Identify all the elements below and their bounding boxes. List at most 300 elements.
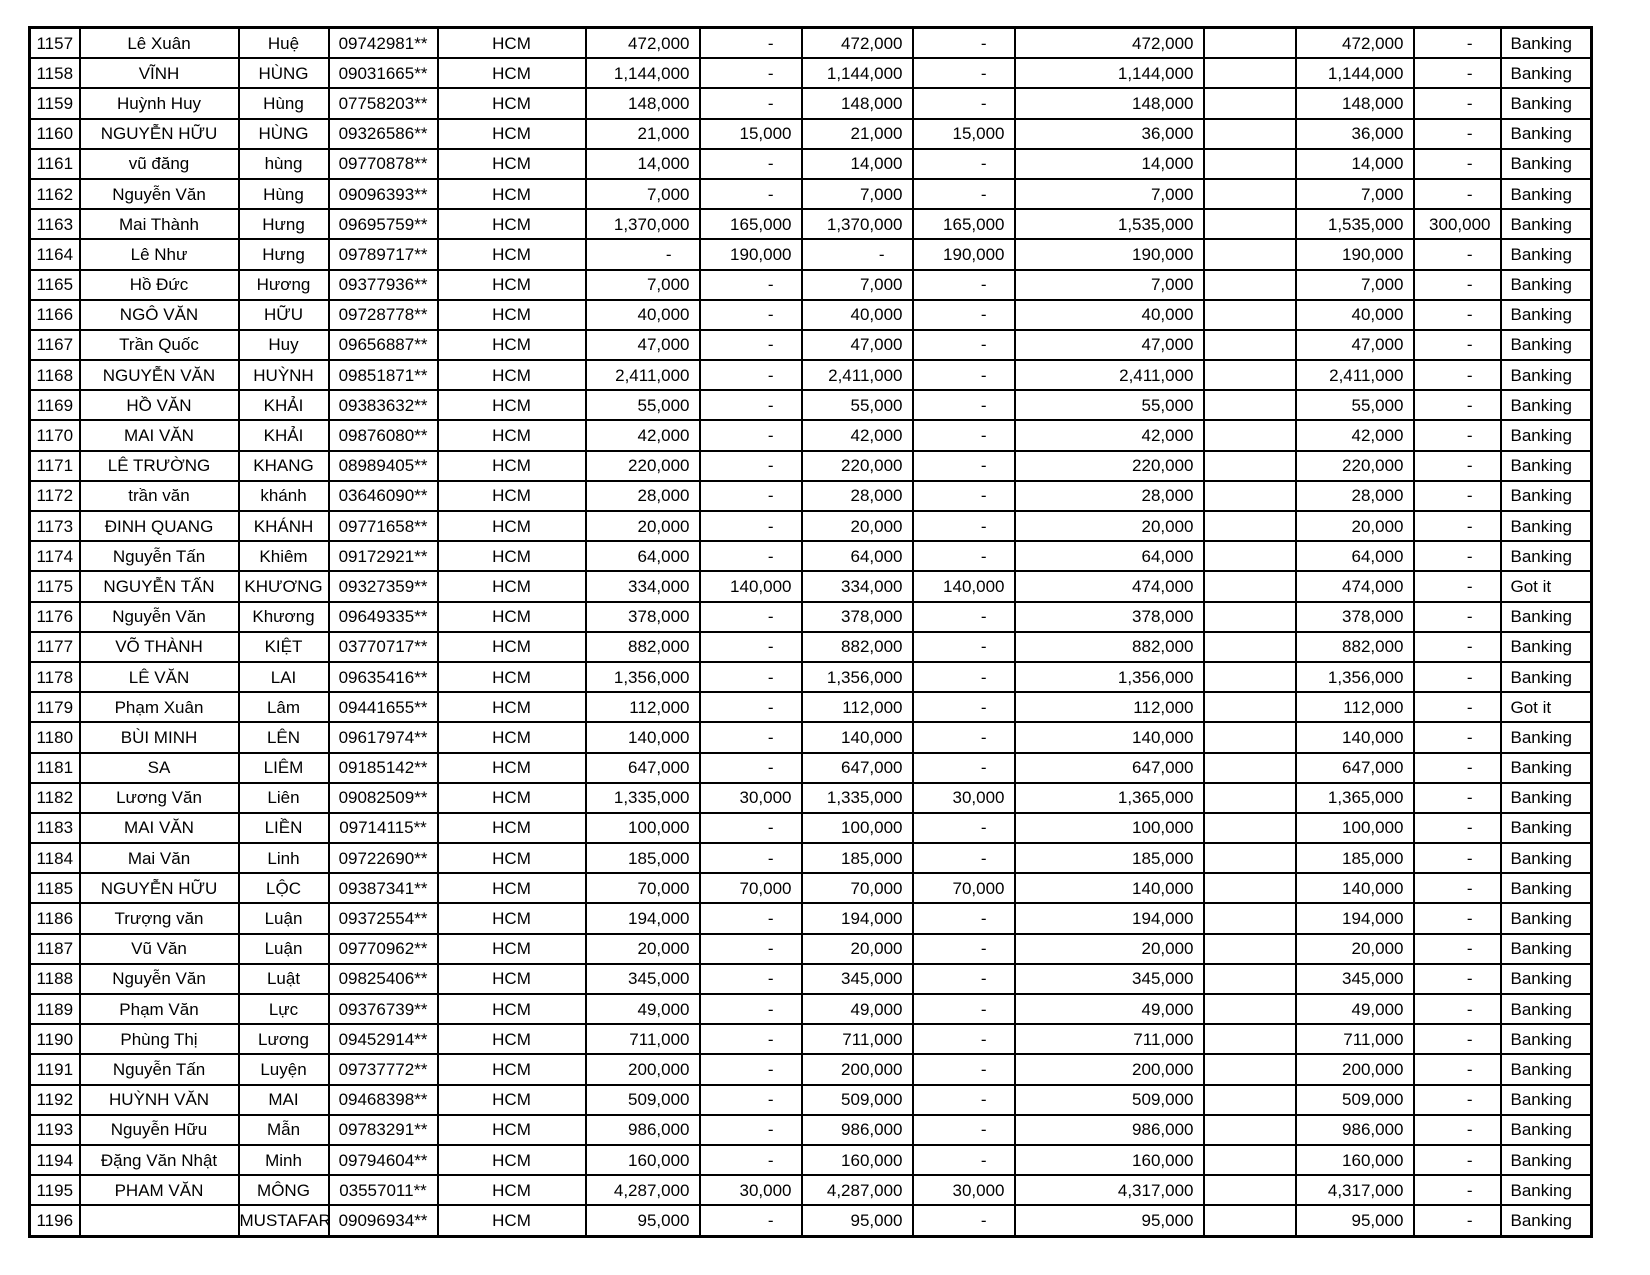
cell-amount-2[interactable]: - — [700, 270, 802, 300]
cell-amount-2[interactable]: 30,000 — [700, 1175, 802, 1205]
cell-amount-2[interactable]: - — [700, 360, 802, 390]
cell-amount-2[interactable]: - — [700, 511, 802, 541]
cell-blank[interactable] — [1204, 964, 1296, 994]
cell-amount-5[interactable]: 509,000 — [1015, 1085, 1204, 1115]
cell-blank[interactable] — [1204, 994, 1296, 1024]
cell-city[interactable]: HCM — [438, 390, 586, 420]
cell-status[interactable]: Banking — [1501, 753, 1592, 783]
cell-amount-4[interactable]: - — [913, 541, 1015, 571]
cell-status[interactable]: Banking — [1501, 270, 1592, 300]
cell-amount-3[interactable]: 47,000 — [802, 330, 913, 360]
cell-city[interactable]: HCM — [438, 300, 586, 330]
cell-city[interactable]: HCM — [438, 903, 586, 933]
cell-amount-7[interactable]: - — [1414, 602, 1501, 632]
cell-blank[interactable] — [1204, 28, 1296, 59]
cell-row-id[interactable]: 1196 — [30, 1205, 80, 1236]
cell-blank[interactable] — [1204, 541, 1296, 571]
cell-amount-3[interactable]: 647,000 — [802, 753, 913, 783]
cell-amount-7[interactable]: - — [1414, 1054, 1501, 1084]
cell-amount-2[interactable]: 30,000 — [700, 783, 802, 813]
cell-amount-7[interactable]: - — [1414, 813, 1501, 843]
cell-row-id[interactable]: 1170 — [30, 420, 80, 450]
cell-row-id[interactable]: 1190 — [30, 1024, 80, 1054]
cell-amount-6[interactable]: 2,411,000 — [1296, 360, 1414, 390]
cell-amount-2[interactable]: - — [700, 420, 802, 450]
cell-amount-6[interactable]: 42,000 — [1296, 420, 1414, 450]
cell-amount-5[interactable]: 160,000 — [1015, 1145, 1204, 1175]
cell-amount-1[interactable]: 20,000 — [586, 511, 700, 541]
cell-last-name[interactable]: hùng — [239, 149, 329, 179]
cell-last-name[interactable]: HUỲNH — [239, 360, 329, 390]
cell-amount-6[interactable]: 882,000 — [1296, 632, 1414, 662]
cell-blank[interactable] — [1204, 692, 1296, 722]
cell-amount-1[interactable]: 49,000 — [586, 994, 700, 1024]
cell-status[interactable]: Banking — [1501, 451, 1592, 481]
cell-amount-1[interactable]: 28,000 — [586, 481, 700, 511]
cell-amount-4[interactable]: - — [913, 843, 1015, 873]
cell-status[interactable]: Banking — [1501, 602, 1592, 632]
cell-amount-1[interactable]: 140,000 — [586, 722, 700, 752]
cell-last-name[interactable]: Hùng — [239, 88, 329, 118]
cell-amount-4[interactable]: - — [913, 1145, 1015, 1175]
cell-phone[interactable]: 09722690** — [329, 843, 438, 873]
cell-row-id[interactable]: 1178 — [30, 662, 80, 692]
cell-blank[interactable] — [1204, 1024, 1296, 1054]
cell-amount-1[interactable]: 378,000 — [586, 602, 700, 632]
cell-amount-7[interactable]: - — [1414, 330, 1501, 360]
cell-amount-7[interactable]: - — [1414, 390, 1501, 420]
cell-first-name[interactable]: LÊ TRƯỜNG — [80, 451, 239, 481]
cell-amount-5[interactable]: 7,000 — [1015, 179, 1204, 209]
cell-amount-4[interactable]: - — [913, 903, 1015, 933]
cell-row-id[interactable]: 1158 — [30, 58, 80, 88]
cell-amount-1[interactable]: 1,144,000 — [586, 58, 700, 88]
cell-amount-1[interactable]: 220,000 — [586, 451, 700, 481]
cell-city[interactable]: HCM — [438, 481, 586, 511]
cell-amount-3[interactable]: 28,000 — [802, 481, 913, 511]
cell-last-name[interactable]: Mẫn — [239, 1115, 329, 1145]
cell-amount-3[interactable]: 2,411,000 — [802, 360, 913, 390]
cell-first-name[interactable]: Nguyễn Tấn — [80, 1054, 239, 1084]
cell-amount-5[interactable]: 49,000 — [1015, 994, 1204, 1024]
cell-first-name[interactable]: Nguyễn Văn — [80, 964, 239, 994]
cell-amount-5[interactable]: 40,000 — [1015, 300, 1204, 330]
cell-amount-2[interactable]: - — [700, 1085, 802, 1115]
cell-amount-6[interactable]: 474,000 — [1296, 571, 1414, 601]
cell-amount-6[interactable]: 148,000 — [1296, 88, 1414, 118]
cell-amount-2[interactable]: - — [700, 179, 802, 209]
cell-status[interactable]: Banking — [1501, 964, 1592, 994]
cell-amount-5[interactable]: 1,535,000 — [1015, 209, 1204, 239]
cell-row-id[interactable]: 1165 — [30, 270, 80, 300]
cell-city[interactable]: HCM — [438, 88, 586, 118]
cell-amount-6[interactable]: 986,000 — [1296, 1115, 1414, 1145]
cell-amount-1[interactable]: 882,000 — [586, 632, 700, 662]
cell-phone[interactable]: 09789717** — [329, 239, 438, 269]
cell-first-name[interactable]: Nguyễn Văn — [80, 179, 239, 209]
cell-status[interactable]: Banking — [1501, 934, 1592, 964]
cell-blank[interactable] — [1204, 662, 1296, 692]
cell-amount-6[interactable]: 14,000 — [1296, 149, 1414, 179]
cell-amount-6[interactable]: 185,000 — [1296, 843, 1414, 873]
cell-amount-5[interactable]: 711,000 — [1015, 1024, 1204, 1054]
cell-amount-7[interactable]: - — [1414, 451, 1501, 481]
cell-amount-6[interactable]: 711,000 — [1296, 1024, 1414, 1054]
cell-amount-1[interactable]: 70,000 — [586, 873, 700, 903]
cell-amount-6[interactable]: 20,000 — [1296, 511, 1414, 541]
cell-city[interactable]: HCM — [438, 571, 586, 601]
cell-row-id[interactable]: 1173 — [30, 511, 80, 541]
cell-row-id[interactable]: 1171 — [30, 451, 80, 481]
cell-row-id[interactable]: 1187 — [30, 934, 80, 964]
cell-amount-2[interactable]: 165,000 — [700, 209, 802, 239]
cell-first-name[interactable]: Trượng văn — [80, 903, 239, 933]
cell-phone[interactable]: 09770878** — [329, 149, 438, 179]
cell-row-id[interactable]: 1169 — [30, 390, 80, 420]
cell-status[interactable]: Banking — [1501, 873, 1592, 903]
cell-amount-7[interactable]: - — [1414, 420, 1501, 450]
cell-amount-1[interactable]: 200,000 — [586, 1054, 700, 1084]
cell-status[interactable]: Banking — [1501, 1054, 1592, 1084]
cell-amount-2[interactable]: - — [700, 541, 802, 571]
cell-first-name[interactable]: LÊ VĂN — [80, 662, 239, 692]
cell-amount-3[interactable]: 472,000 — [802, 28, 913, 59]
cell-phone[interactable]: 03557011** — [329, 1175, 438, 1205]
cell-city[interactable]: HCM — [438, 753, 586, 783]
cell-amount-2[interactable]: - — [700, 964, 802, 994]
cell-amount-5[interactable]: 100,000 — [1015, 813, 1204, 843]
cell-last-name[interactable]: Lâm — [239, 692, 329, 722]
cell-blank[interactable] — [1204, 934, 1296, 964]
cell-phone[interactable]: 09737772** — [329, 1054, 438, 1084]
cell-amount-6[interactable]: 100,000 — [1296, 813, 1414, 843]
cell-amount-5[interactable]: 95,000 — [1015, 1205, 1204, 1236]
cell-status[interactable]: Banking — [1501, 1085, 1592, 1115]
cell-amount-5[interactable]: 36,000 — [1015, 119, 1204, 149]
cell-amount-4[interactable]: - — [913, 451, 1015, 481]
cell-first-name[interactable]: Phùng Thị — [80, 1024, 239, 1054]
cell-amount-2[interactable]: - — [700, 632, 802, 662]
cell-status[interactable]: Banking — [1501, 330, 1592, 360]
cell-blank[interactable] — [1204, 602, 1296, 632]
cell-first-name[interactable]: Mai Văn — [80, 843, 239, 873]
cell-row-id[interactable]: 1184 — [30, 843, 80, 873]
cell-city[interactable]: HCM — [438, 149, 586, 179]
cell-last-name[interactable]: LIÊM — [239, 753, 329, 783]
cell-amount-1[interactable]: 1,370,000 — [586, 209, 700, 239]
cell-amount-3[interactable]: 200,000 — [802, 1054, 913, 1084]
cell-amount-3[interactable]: 378,000 — [802, 602, 913, 632]
cell-first-name[interactable] — [80, 1205, 239, 1236]
cell-row-id[interactable]: 1164 — [30, 239, 80, 269]
cell-status[interactable]: Banking — [1501, 481, 1592, 511]
cell-amount-6[interactable]: 190,000 — [1296, 239, 1414, 269]
cell-last-name[interactable]: MAI — [239, 1085, 329, 1115]
cell-phone[interactable]: 08989405** — [329, 451, 438, 481]
cell-blank[interactable] — [1204, 360, 1296, 390]
cell-status[interactable]: Banking — [1501, 1175, 1592, 1205]
cell-amount-5[interactable]: 140,000 — [1015, 722, 1204, 752]
cell-amount-5[interactable]: 42,000 — [1015, 420, 1204, 450]
cell-amount-4[interactable]: - — [913, 511, 1015, 541]
cell-amount-7[interactable]: - — [1414, 843, 1501, 873]
cell-amount-1[interactable]: - — [586, 239, 700, 269]
cell-row-id[interactable]: 1161 — [30, 149, 80, 179]
cell-blank[interactable] — [1204, 1054, 1296, 1084]
cell-amount-7[interactable]: - — [1414, 873, 1501, 903]
cell-last-name[interactable]: HÙNG — [239, 58, 329, 88]
cell-city[interactable]: HCM — [438, 602, 586, 632]
cell-phone[interactable]: 09468398** — [329, 1085, 438, 1115]
cell-first-name[interactable]: Phạm Xuân — [80, 692, 239, 722]
cell-status[interactable]: Banking — [1501, 149, 1592, 179]
cell-amount-3[interactable]: 194,000 — [802, 903, 913, 933]
cell-row-id[interactable]: 1167 — [30, 330, 80, 360]
cell-phone[interactable]: 09082509** — [329, 783, 438, 813]
cell-last-name[interactable]: khánh — [239, 481, 329, 511]
cell-row-id[interactable]: 1162 — [30, 179, 80, 209]
cell-last-name[interactable]: Luyện — [239, 1054, 329, 1084]
cell-first-name[interactable]: vũ đăng — [80, 149, 239, 179]
cell-amount-5[interactable]: 148,000 — [1015, 88, 1204, 118]
cell-status[interactable]: Got it — [1501, 692, 1592, 722]
cell-amount-2[interactable]: - — [700, 813, 802, 843]
cell-amount-6[interactable]: 160,000 — [1296, 1145, 1414, 1175]
cell-city[interactable]: HCM — [438, 58, 586, 88]
cell-first-name[interactable]: Nguyễn Hữu — [80, 1115, 239, 1145]
cell-status[interactable]: Banking — [1501, 420, 1592, 450]
cell-status[interactable]: Banking — [1501, 390, 1592, 420]
cell-amount-1[interactable]: 148,000 — [586, 88, 700, 118]
cell-amount-3[interactable]: 140,000 — [802, 722, 913, 752]
cell-phone[interactable]: 09635416** — [329, 662, 438, 692]
cell-amount-2[interactable]: - — [700, 300, 802, 330]
cell-amount-4[interactable]: - — [913, 330, 1015, 360]
cell-amount-7[interactable]: - — [1414, 994, 1501, 1024]
cell-first-name[interactable]: SA — [80, 753, 239, 783]
cell-blank[interactable] — [1204, 149, 1296, 179]
cell-status[interactable]: Banking — [1501, 1115, 1592, 1145]
cell-first-name[interactable]: NGÔ VĂN — [80, 300, 239, 330]
cell-blank[interactable] — [1204, 119, 1296, 149]
cell-city[interactable]: HCM — [438, 692, 586, 722]
cell-city[interactable]: HCM — [438, 451, 586, 481]
cell-amount-2[interactable]: - — [700, 994, 802, 1024]
cell-blank[interactable] — [1204, 239, 1296, 269]
cell-row-id[interactable]: 1182 — [30, 783, 80, 813]
cell-amount-2[interactable]: - — [700, 602, 802, 632]
cell-amount-6[interactable]: 7,000 — [1296, 179, 1414, 209]
cell-blank[interactable] — [1204, 1205, 1296, 1236]
cell-amount-7[interactable]: - — [1414, 632, 1501, 662]
cell-first-name[interactable]: HỒ VĂN — [80, 390, 239, 420]
cell-phone[interactable]: 09876080** — [329, 420, 438, 450]
cell-last-name[interactable]: HÙNG — [239, 119, 329, 149]
cell-blank[interactable] — [1204, 1175, 1296, 1205]
cell-city[interactable]: HCM — [438, 119, 586, 149]
cell-amount-4[interactable]: - — [913, 481, 1015, 511]
cell-amount-3[interactable]: 20,000 — [802, 934, 913, 964]
cell-last-name[interactable]: Minh — [239, 1145, 329, 1175]
cell-row-id[interactable]: 1195 — [30, 1175, 80, 1205]
cell-last-name[interactable]: MUSTAFAR — [239, 1205, 329, 1236]
cell-phone[interactable]: 09695759** — [329, 209, 438, 239]
cell-amount-2[interactable]: - — [700, 934, 802, 964]
cell-amount-2[interactable]: 70,000 — [700, 873, 802, 903]
cell-last-name[interactable]: Khương — [239, 602, 329, 632]
cell-amount-5[interactable]: 378,000 — [1015, 602, 1204, 632]
cell-amount-4[interactable]: - — [913, 662, 1015, 692]
cell-amount-4[interactable]: - — [913, 28, 1015, 59]
cell-amount-3[interactable]: 220,000 — [802, 451, 913, 481]
cell-city[interactable]: HCM — [438, 1054, 586, 1084]
cell-amount-2[interactable]: 15,000 — [700, 119, 802, 149]
cell-status[interactable]: Banking — [1501, 209, 1592, 239]
cell-amount-1[interactable]: 100,000 — [586, 813, 700, 843]
cell-first-name[interactable]: VÕ THÀNH — [80, 632, 239, 662]
cell-amount-6[interactable]: 49,000 — [1296, 994, 1414, 1024]
cell-amount-2[interactable]: - — [700, 692, 802, 722]
cell-amount-3[interactable]: 160,000 — [802, 1145, 913, 1175]
cell-amount-4[interactable]: - — [913, 58, 1015, 88]
cell-amount-1[interactable]: 509,000 — [586, 1085, 700, 1115]
cell-amount-4[interactable]: - — [913, 390, 1015, 420]
cell-amount-4[interactable]: - — [913, 692, 1015, 722]
cell-amount-5[interactable]: 474,000 — [1015, 571, 1204, 601]
cell-row-id[interactable]: 1177 — [30, 632, 80, 662]
cell-last-name[interactable]: Hưng — [239, 209, 329, 239]
cell-blank[interactable] — [1204, 58, 1296, 88]
cell-amount-3[interactable]: 1,356,000 — [802, 662, 913, 692]
cell-amount-5[interactable]: 190,000 — [1015, 239, 1204, 269]
cell-last-name[interactable]: Hưng — [239, 239, 329, 269]
cell-amount-3[interactable]: 1,144,000 — [802, 58, 913, 88]
cell-first-name[interactable]: trần văn — [80, 481, 239, 511]
cell-city[interactable]: HCM — [438, 783, 586, 813]
cell-last-name[interactable]: Liên — [239, 783, 329, 813]
cell-phone[interactable]: 09617974** — [329, 722, 438, 752]
cell-first-name[interactable]: Hồ Đức — [80, 270, 239, 300]
cell-phone[interactable]: 09377936** — [329, 270, 438, 300]
cell-amount-6[interactable]: 1,144,000 — [1296, 58, 1414, 88]
cell-first-name[interactable]: NGUYỄN HỮU — [80, 873, 239, 903]
cell-amount-3[interactable]: 70,000 — [802, 873, 913, 903]
cell-amount-3[interactable]: 21,000 — [802, 119, 913, 149]
cell-first-name[interactable]: NGUYỄN VĂN — [80, 360, 239, 390]
cell-amount-7[interactable]: - — [1414, 58, 1501, 88]
cell-blank[interactable] — [1204, 390, 1296, 420]
cell-last-name[interactable]: Linh — [239, 843, 329, 873]
cell-last-name[interactable]: Hương — [239, 270, 329, 300]
cell-first-name[interactable]: Lê Xuân — [80, 28, 239, 59]
cell-amount-7[interactable]: - — [1414, 149, 1501, 179]
cell-amount-1[interactable]: 20,000 — [586, 934, 700, 964]
cell-amount-4[interactable]: - — [913, 753, 1015, 783]
cell-amount-3[interactable]: 7,000 — [802, 270, 913, 300]
cell-amount-1[interactable]: 1,356,000 — [586, 662, 700, 692]
cell-amount-2[interactable]: - — [700, 1054, 802, 1084]
cell-amount-7[interactable]: - — [1414, 1205, 1501, 1236]
cell-amount-1[interactable]: 40,000 — [586, 300, 700, 330]
cell-amount-4[interactable]: - — [913, 964, 1015, 994]
cell-amount-1[interactable]: 2,411,000 — [586, 360, 700, 390]
cell-row-id[interactable]: 1185 — [30, 873, 80, 903]
cell-phone[interactable]: 09649335** — [329, 602, 438, 632]
cell-last-name[interactable]: Luận — [239, 903, 329, 933]
cell-phone[interactable]: 09387341** — [329, 873, 438, 903]
cell-amount-4[interactable]: - — [913, 270, 1015, 300]
cell-amount-2[interactable]: 140,000 — [700, 571, 802, 601]
cell-amount-7[interactable]: - — [1414, 903, 1501, 933]
cell-amount-4[interactable]: 30,000 — [913, 1175, 1015, 1205]
cell-status[interactable]: Banking — [1501, 511, 1592, 541]
cell-blank[interactable] — [1204, 843, 1296, 873]
cell-amount-3[interactable]: 711,000 — [802, 1024, 913, 1054]
cell-amount-2[interactable]: - — [700, 1115, 802, 1145]
cell-amount-6[interactable]: 40,000 — [1296, 300, 1414, 330]
cell-amount-4[interactable]: - — [913, 1115, 1015, 1145]
cell-city[interactable]: HCM — [438, 662, 586, 692]
cell-amount-5[interactable]: 140,000 — [1015, 873, 1204, 903]
cell-amount-3[interactable]: 334,000 — [802, 571, 913, 601]
cell-amount-6[interactable]: 7,000 — [1296, 270, 1414, 300]
cell-blank[interactable] — [1204, 1085, 1296, 1115]
cell-amount-5[interactable]: 2,411,000 — [1015, 360, 1204, 390]
cell-blank[interactable] — [1204, 330, 1296, 360]
cell-amount-7[interactable]: 300,000 — [1414, 209, 1501, 239]
cell-phone[interactable]: 07758203** — [329, 88, 438, 118]
cell-last-name[interactable]: KHẢI — [239, 390, 329, 420]
cell-amount-2[interactable]: - — [700, 28, 802, 59]
cell-amount-6[interactable]: 220,000 — [1296, 451, 1414, 481]
cell-amount-4[interactable]: 140,000 — [913, 571, 1015, 601]
cell-row-id[interactable]: 1168 — [30, 360, 80, 390]
cell-amount-4[interactable]: 15,000 — [913, 119, 1015, 149]
cell-city[interactable]: HCM — [438, 843, 586, 873]
cell-amount-5[interactable]: 1,356,000 — [1015, 662, 1204, 692]
cell-city[interactable]: HCM — [438, 1145, 586, 1175]
cell-city[interactable]: HCM — [438, 1205, 586, 1236]
cell-blank[interactable] — [1204, 420, 1296, 450]
cell-phone[interactable]: 09783291** — [329, 1115, 438, 1145]
cell-row-id[interactable]: 1160 — [30, 119, 80, 149]
cell-amount-3[interactable]: 55,000 — [802, 390, 913, 420]
cell-row-id[interactable]: 1183 — [30, 813, 80, 843]
cell-first-name[interactable]: NGUYỄN HỮU — [80, 119, 239, 149]
cell-amount-5[interactable]: 20,000 — [1015, 934, 1204, 964]
cell-row-id[interactable]: 1174 — [30, 541, 80, 571]
cell-amount-6[interactable]: 36,000 — [1296, 119, 1414, 149]
cell-phone[interactable]: 09031665** — [329, 58, 438, 88]
cell-first-name[interactable]: Lê Như — [80, 239, 239, 269]
cell-amount-7[interactable]: - — [1414, 1175, 1501, 1205]
cell-amount-6[interactable]: 64,000 — [1296, 541, 1414, 571]
cell-amount-6[interactable]: 345,000 — [1296, 964, 1414, 994]
cell-amount-2[interactable]: - — [700, 149, 802, 179]
cell-amount-4[interactable]: - — [913, 1085, 1015, 1115]
cell-city[interactable]: HCM — [438, 632, 586, 662]
cell-city[interactable]: HCM — [438, 994, 586, 1024]
cell-amount-1[interactable]: 95,000 — [586, 1205, 700, 1236]
cell-amount-3[interactable]: 509,000 — [802, 1085, 913, 1115]
cell-phone[interactable]: 09825406** — [329, 964, 438, 994]
cell-amount-5[interactable]: 1,365,000 — [1015, 783, 1204, 813]
cell-city[interactable]: HCM — [438, 511, 586, 541]
cell-status[interactable]: Banking — [1501, 994, 1592, 1024]
cell-first-name[interactable]: NGUYỄN TẤN — [80, 571, 239, 601]
cell-amount-7[interactable]: - — [1414, 783, 1501, 813]
cell-status[interactable]: Got it — [1501, 571, 1592, 601]
